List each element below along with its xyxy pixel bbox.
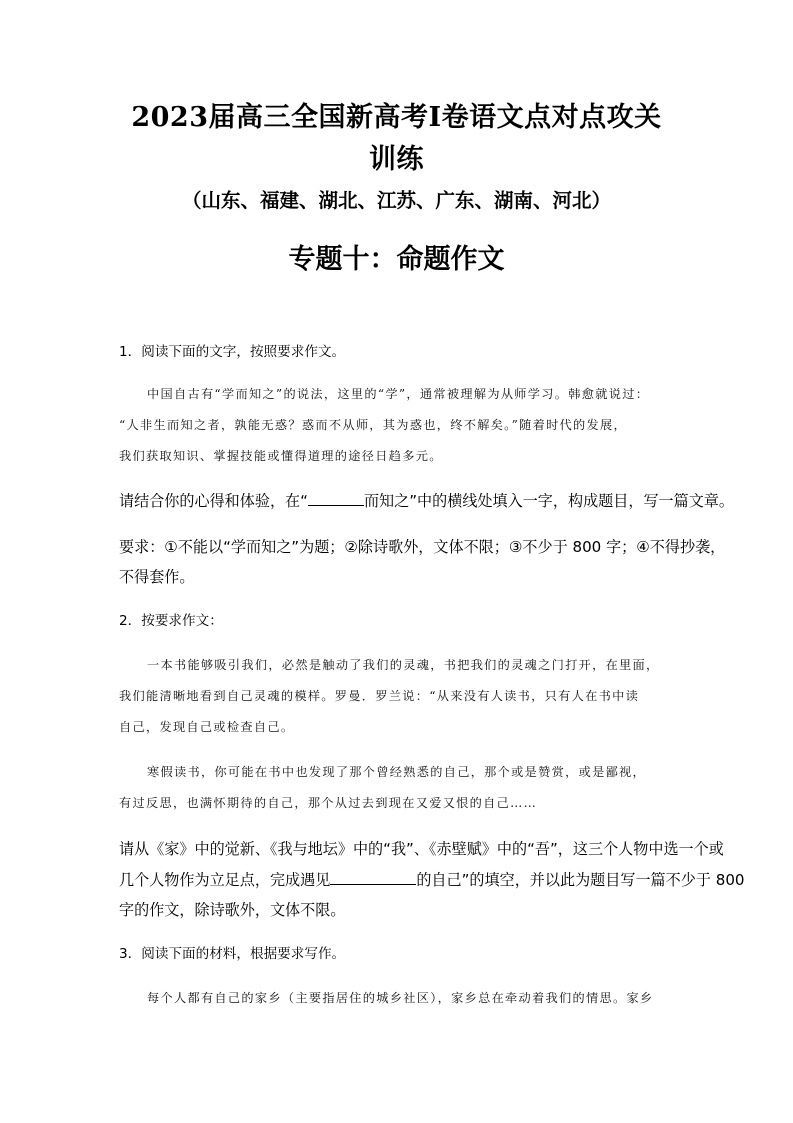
question-2-task-before: 几个人物作为立足点，完成遇见 [119, 871, 331, 889]
question-3-material-line: 每个人都有自己的家乡（主要指居住的城乡社区），家乡总在牵动着我们的情思。家乡 [147, 991, 654, 1005]
question-2-task-line1: 请从《家》中的觉新、《我与地坛》中的“我”、《赤壁赋》中的“吾”，这三个人物中选一个或 [119, 840, 724, 858]
question-3-prompt: 3．阅读下面的材料，根据要求写作。 [119, 946, 346, 962]
question-1-requirements-line1: 要求：①不能以“学而知之”为题；②除诗歌外，文体不限；③不少于 800 字；④不得抄袭， [119, 538, 726, 556]
question-2-material-line: 寒假读书，你可能在书中也发现了那个曾经熟悉的自己，那个或是赞赏，或是鄙视， [147, 765, 647, 779]
question-1-requirements-line2: 不得套作。 [119, 568, 195, 586]
document-title-line1: 2023届高三全国新高考Ⅰ卷语文点对点攻关 [131, 102, 662, 133]
question-1-material-line: 我们获取知识、掌握技能或懂得道理的途径日趋多元。 [119, 449, 443, 463]
fill-in-blank [330, 870, 416, 885]
province-list: （山东、福建、湖北、江苏、广东、湖南、河北） [181, 189, 611, 212]
question-1-prompt: 1．阅读下面的文字，按照要求作文。 [119, 344, 346, 360]
question-2-task-after: 的自己”的填空，并以此为题目写一篇不少于 800 [416, 871, 745, 889]
question-2-prompt: 2．按要求作文： [119, 613, 223, 629]
question-1-task-before: 请结合你的心得和体验，在“ [119, 492, 308, 510]
fill-in-blank [308, 491, 364, 506]
question-1-material-line: 中国自古有“学而知之”的说法，这里的“学”，通常被理解为从师学习。韩愈就说过： [147, 387, 650, 401]
document-title-line2: 训练 [369, 144, 424, 175]
topic-heading: 专题十：命题作文 [288, 244, 505, 275]
question-2-material-line: 一本书能够吸引我们，必然是触动了我们的灵魂，书把我们的灵魂之门打开，在里面， [147, 658, 660, 672]
question-2-material-line: 自己，发现自己或检查自己。 [119, 720, 295, 734]
question-1-task-after: 而知之”中的横线处填入一字，构成题目，写一篇文章。 [363, 492, 735, 510]
question-2-task-line2 [119, 869, 745, 891]
question-2-material-line: 有过反思，也满怀期待的自己，那个从过去到现在又爱又恨的自己…… [119, 796, 538, 810]
question-1-material-line: “人非生而知之者，孰能无惑？惑而不从师，其为惑也，终不解矣。”随着时代的发展， [119, 418, 627, 432]
question-1-task [119, 490, 734, 512]
question-2-task-line3: 字的作文，除诗歌外，文体不限。 [119, 901, 346, 919]
question-2-material-line: 我们能清晰地看到自己灵魂的模样。罗曼．罗兰说：“从来没有人读书，只有人在书中读 [119, 689, 640, 703]
